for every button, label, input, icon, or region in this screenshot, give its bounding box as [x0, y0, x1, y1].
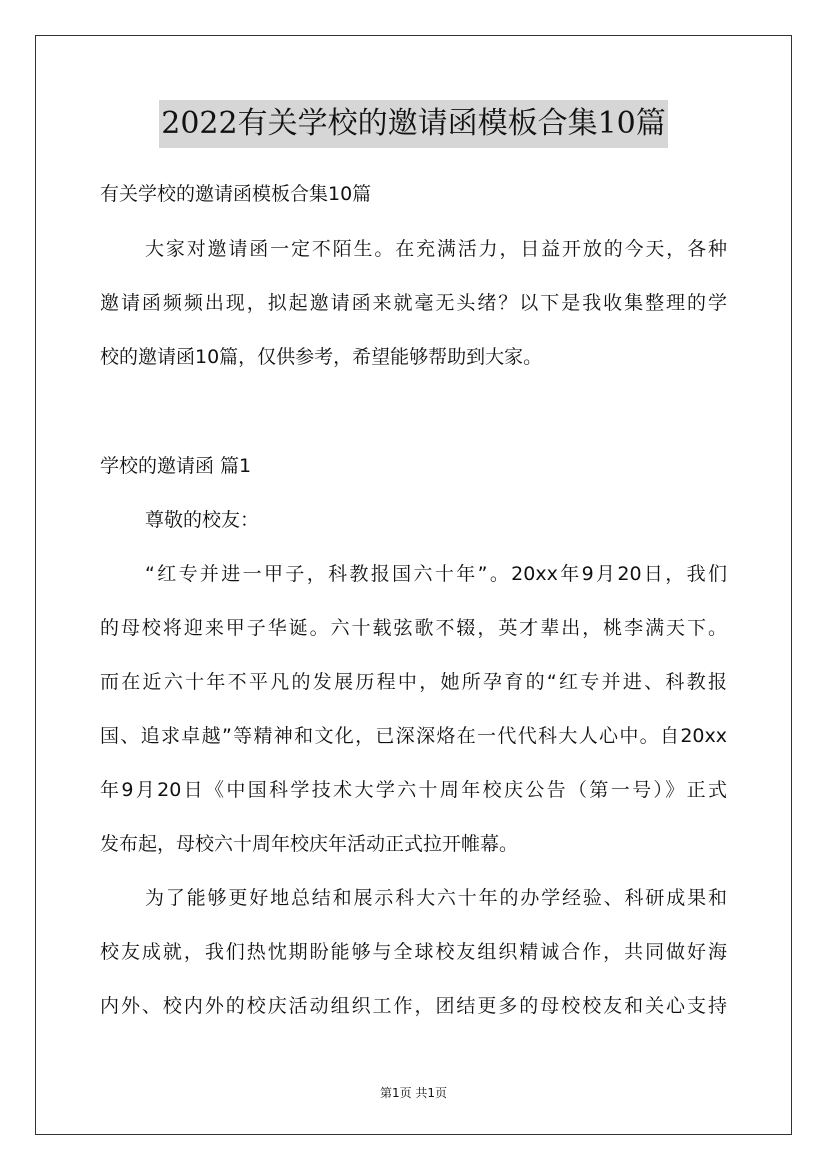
document-title: 2022有关学校的邀请函模板合集10篇	[159, 100, 668, 148]
paragraph-line: 国、追求卓越”等精神和文化，已深深烙在一代代科大人心中。自20xx	[100, 725, 727, 747]
paragraph-line: 年9月20日《中国科学技术大学六十周年校庆公告（第一号）》正式	[100, 779, 727, 801]
paragraph-line: 校友成就，我们热忱期盼能够与全球校友组织精诚合作，共同做好海	[100, 941, 727, 963]
salutation: 尊敬的校友：	[145, 509, 260, 531]
intro-line: 邀请函频频出现，拟起邀请函来就毫无头绪？以下是我收集整理的学	[100, 292, 727, 314]
subtitle: 有关学校的邀请函模板合集10篇	[100, 183, 372, 205]
paragraph-line: 内外、校内外的校庆活动组织工作，团结更多的母校校友和关心支持	[100, 995, 727, 1017]
intro-line: 校的邀请函10篇，仅供参考，希望能够帮助到大家。	[100, 346, 543, 368]
title-container	[0, 100, 827, 148]
section-heading: 学校的邀请函 篇1	[100, 455, 252, 477]
paragraph-line: 发布起，母校六十周年校庆年活动正式拉开帷幕。	[100, 833, 519, 855]
paragraph-line: 的母校将迎来甲子华诞。六十载弦歌不辍，英才辈出，桃李满天下。	[100, 617, 727, 639]
paragraph-line: “红专并进一甲子，科教报国六十年”。20xx年9月20日，我们	[145, 563, 727, 585]
paragraph-line: 而在近六十年不平凡的发展历程中，她所孕育的“红专并进、科教报	[100, 671, 727, 693]
page-footer: 第1页 共1页	[379, 1086, 448, 1100]
intro-line: 大家对邀请函一定不陌生。在充满活力，日益开放的今天，各种	[145, 238, 727, 260]
paragraph-line: 为了能够更好地总结和展示科大六十年的办学经验、科研成果和	[145, 887, 727, 909]
